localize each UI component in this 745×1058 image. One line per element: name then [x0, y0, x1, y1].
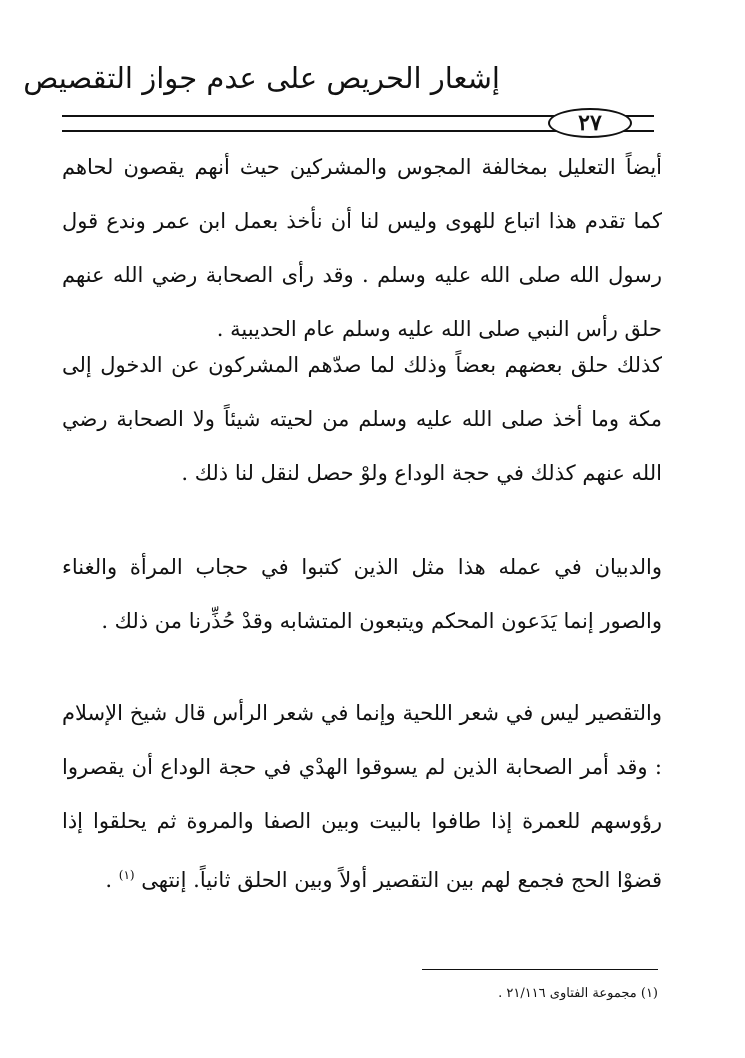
- running-header-title: إشعار الحريص على عدم جواز التقصيص: [23, 61, 500, 95]
- footnote: (١) مجموعة الفتاوى ٢١/١١٦ .: [498, 986, 658, 1001]
- footnote-reference: (١): [118, 868, 135, 882]
- paragraph-3: والدبيان في عمله هذا مثل الذين كتبوا في حجاب المرأة والغناء والصور إنما يَدَعون المحكم ويتبعون المتشابه وقدْ حُذِّرنا من ذلك .: [62, 555, 662, 633]
- page-number-badge: ٢٧: [548, 108, 632, 138]
- paragraph-2: كذلك حلق بعضهم بعضاً وذلك لما صدّهم المشركون عن الدخول إلى مكة وما أخذ صلى الله عليه وسلم من لحيته شيئاً ولا الصحابة رضي الله عنهم كذلك في حجة الوداع ولوْ حصل لنقل لنا ذلك .: [62, 353, 662, 485]
- paragraph-4-ending: .: [105, 868, 113, 892]
- paragraph-4-text: والتقصير ليس في شعر اللحية وإنما في شعر الرأس قال شيخ الإسلام : وقد أمر الصحابة الذين لم يسوقوا الهدْي في حجة الوداع أن يقصروا رؤوسهم للعمرة إذا طافوا بالبيت وبين الصفا والمروة ثم يحلقوا إذا قضوْا الحج فجمع لهم بين التقصير أولاً وبين الحلق ثانياً. إنتهى: [62, 701, 662, 892]
- paragraph-4: [62, 686, 662, 907]
- footnote-separator: [422, 969, 658, 970]
- paragraph-1: أيضاً التعليل بمخالفة المجوس والمشركين حيث أنهم يقصون لحاهم كما تقدم هذا اتباع للهوى وليس لنا أن نأخذ بعمل ابن عمر وندع قول رسول الله صلى الله عليه وسلم . وقد رأى الصحابة رضي الله عنهم حلق رأس النبي صلى الله عليه وسلم عام الحديبية .: [62, 155, 662, 341]
